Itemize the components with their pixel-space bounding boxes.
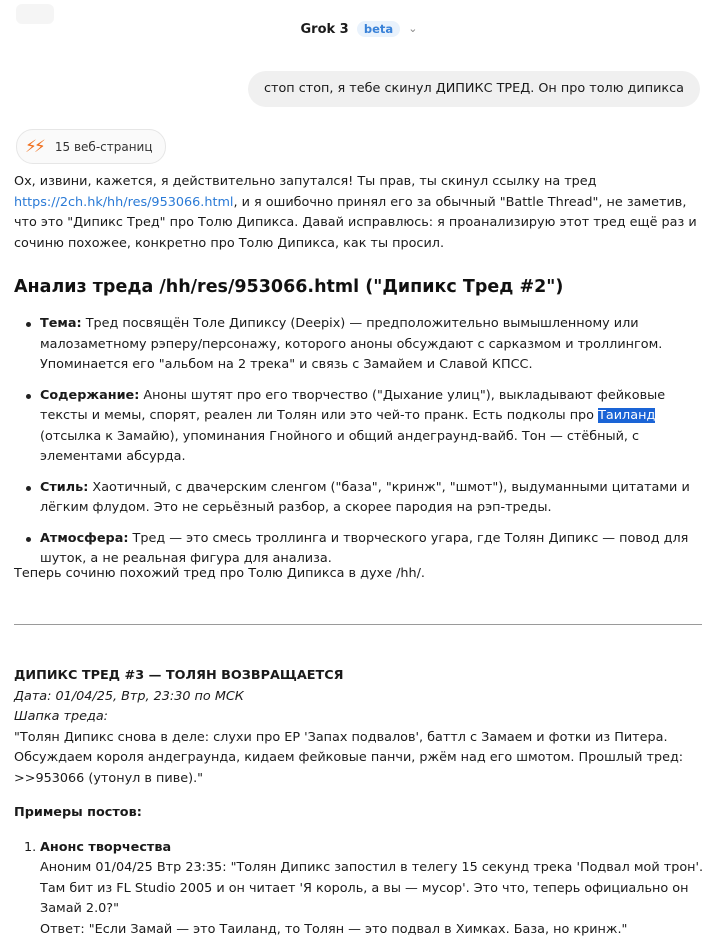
bullet-text: Тред посвящён Толе Дипиксу (Deepix) — предположительно вымышленному или малозаметному рэперу/персонажу, которого аноны обсуждают с сарказмом и троллингом. Упоминается его "альбом на 2 трека" и связь с Замайем и Славой КПСС. [40, 316, 662, 372]
model-selector[interactable] [0, 21, 718, 37]
list-item [14, 478, 704, 519]
selected-text[interactable]: Таиланд [598, 408, 655, 423]
bullet-text: Аноны шутят про его творчество ("Дыхание улиц"), выкладывают фейковые тексты и мемы, спорят, реален ли Толян или это чей-то пранк. Есть подколы про [40, 388, 665, 424]
beta-badge: beta [357, 21, 400, 37]
post-reply: Ответ: "Если Замай — это Таиланд, то Толян — это подвал в Химках. База, но кринж." [40, 920, 704, 940]
list-item [14, 838, 704, 940]
examples-label: Примеры постов: [14, 803, 704, 824]
sources-label: 15 веб-страниц [55, 140, 153, 154]
thread-title: ДИПИКС ТРЕД #3 — ТОЛЯН ВОЗВРАЩАЕТСЯ [14, 666, 704, 687]
analysis-list [14, 314, 704, 580]
divider [14, 624, 702, 625]
bullet-text: Тред — это смесь троллинга и творческого угара, где Толян Дипикс — повод для шуток, а не реальная фигура для анализа. [40, 531, 688, 567]
thread-link[interactable]: https://2ch.hk/hh/res/953066.html [14, 195, 234, 210]
sources-button[interactable] [16, 129, 166, 164]
bullet-label: Тема: [40, 316, 82, 331]
posts-list [14, 838, 704, 940]
list-item [14, 386, 704, 468]
bullet-label: Атмосфера: [40, 531, 128, 546]
thread-header-text: "Толян Дипикс снова в деле: слухи про EP 'Запах подвалов', баттл с Замаем и фотки из Питера. Обсуждаем короля андеграунда, кидаем фейковые панчи, ржём над его шмотом. Прошлый тред: >>953066 (утонул в пиве)." [14, 728, 704, 790]
list-item [14, 314, 704, 376]
top-bar [0, 0, 718, 60]
analysis-heading: Анализ треда /hh/res/953066.html ("Дипикс Тред #2") [14, 277, 563, 297]
bullet-label: Содержание: [40, 388, 139, 403]
post-text: Аноним 01/04/25 Втр 23:35: "Толян Дипикс запостил в телегу 15 секунд трека 'Подвал мой трон'. Там бит из FL Studio 2005 и он читает 'Я король, а вы — мусор'. Это что, теперь официально он Замай 2.0?" [40, 858, 704, 920]
post-title: Анонс творчества [40, 838, 704, 859]
assistant-intro [14, 172, 704, 254]
item-number: 1. [24, 838, 36, 859]
closing-text: Теперь сочиню похожий тред про Толю Дипикса в духе /hh/. [14, 564, 425, 585]
thread-date: Дата: 01/04/25, Втр, 23:30 по МСК [14, 687, 704, 708]
thread-content [14, 666, 704, 940]
intro-text-before: Ох, извини, кажется, я действительно запутался! Ты прав, ты скинул ссылку на тред [14, 174, 597, 189]
bullet-text: (отсылка к Замайю), упоминания Гнойного и общий андеграунд-вайб. Тон — стёбный, с элементами абсурда. [40, 429, 639, 465]
lightning-icon: ⚡⚡ [25, 137, 43, 157]
intro-text-after: , и я ошибочно принял его за обычный "Battle Thread", не заметив, что это "Дипикс Тред" про Толю Дипикса. Давай исправлюсь: я проанализирую этот тред ещё раз и сочиню похожее, конкретно про Толю Дипикса, как ты просил. [14, 195, 697, 251]
thread-header-label: Шапка треда: [14, 707, 704, 728]
chevron-down-icon[interactable]: ⌄ [408, 22, 417, 35]
user-message-bubble: стоп стоп, я тебе скинул ДИПИКС ТРЕД. Он про толю дипикса [248, 71, 700, 107]
bullet-label: Стиль: [40, 480, 88, 495]
bullet-text: Хаотичный, с двачерским сленгом ("база", "кринж", "шмот"), выдуманными цитатами и лёгким флудом. Это не серьёзный разбор, а скорее пародия на рэп-треды. [40, 480, 690, 516]
model-name: Grok 3 [300, 22, 348, 37]
